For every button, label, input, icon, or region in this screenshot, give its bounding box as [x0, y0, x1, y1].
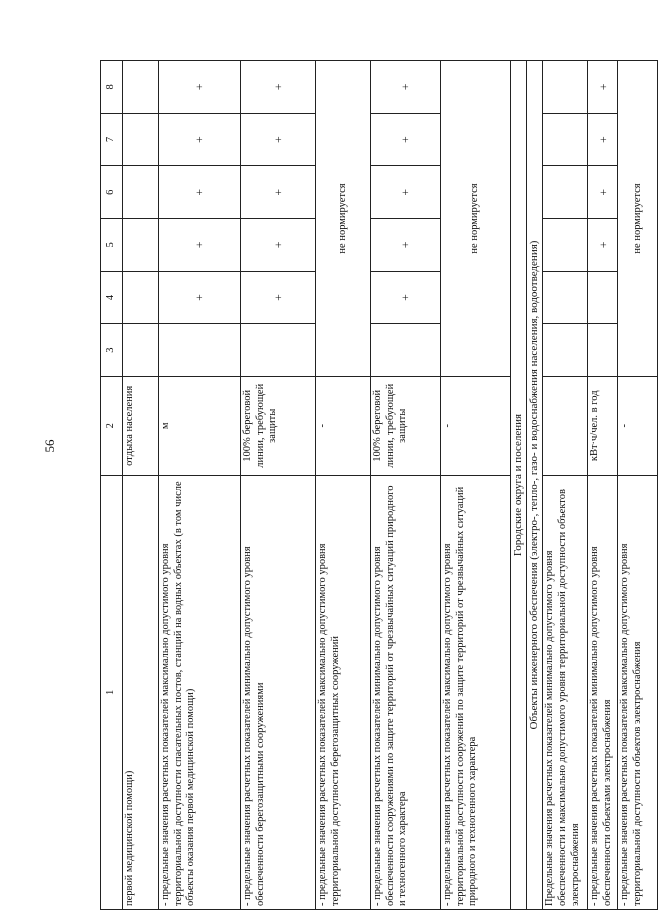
row-unit: 100% береговой линии, требующей защиты	[371, 376, 441, 475]
row-mark: +	[241, 166, 316, 219]
section-row	[527, 61, 543, 910]
row-unit: кВт·ч/чел. в год	[588, 376, 618, 475]
row-unit	[543, 376, 588, 475]
section-row	[511, 61, 527, 910]
page-number: 56	[42, 439, 57, 453]
rotated-table-container	[100, 60, 643, 910]
row-mark	[123, 113, 159, 166]
row-mark	[123, 166, 159, 219]
row-merged-note: не нормируется	[316, 61, 371, 377]
row-mark: +	[241, 113, 316, 166]
row-mark: +	[159, 271, 241, 324]
row-mark	[543, 271, 588, 324]
row-description: Предельные значения расчетных показателей минимально допустимого уровня обеспеченности и максимально допустимого уровня территориальной доступности объектов электроснабжения	[543, 475, 588, 909]
table-row	[316, 61, 371, 910]
row-mark: +	[371, 166, 441, 219]
row-description: - предельные значения расчетных показателей максимально допустимого уровня территориальной доступности сооружений по защите территорий от чрезвычайных ситуаций природного и техногенного характера	[441, 475, 511, 909]
norms-table	[100, 60, 658, 910]
row-mark	[543, 219, 588, 272]
row-mark: +	[588, 113, 618, 166]
row-mark	[543, 61, 588, 114]
header-row	[101, 61, 123, 910]
row-description: - предельные значения расчетных показателей максимально допустимого уровня территориальной доступности берегозащитных сооружений	[316, 475, 371, 909]
row-mark: +	[588, 166, 618, 219]
row-mark	[159, 324, 241, 377]
row-description: - предельные значения расчетных показателей минимально допустимого уровня обеспеченности берегозащитными сооружениями	[241, 475, 316, 909]
table-row	[441, 61, 511, 910]
row-description: - предельные значения расчетных показателей минимально допустимого уровня обеспеченности сооружениями по защите территорий от чрезвычайных ситуаций природного и техногенного характера	[371, 475, 441, 909]
row-mark: +	[588, 219, 618, 272]
col-header-5: 5	[101, 219, 123, 272]
col-header-7: 7	[101, 113, 123, 166]
row-mark	[123, 271, 159, 324]
row-mark: +	[371, 271, 441, 324]
row-mark	[123, 324, 159, 377]
row-merged-note: не нормируется	[441, 61, 511, 377]
section-heading: Городские округа и поселения	[511, 61, 527, 910]
row-merged-note: не нормируется	[618, 61, 658, 377]
row-mark	[588, 271, 618, 324]
row-description: - предельные значения расчетных показателей минимально допустимого уровня обеспеченности объектами электроснабжения	[588, 475, 618, 909]
row-mark: +	[241, 219, 316, 272]
table-row	[618, 61, 658, 910]
table-row	[123, 61, 159, 910]
row-mark	[543, 166, 588, 219]
section-heading: Объекты инженерного обеспечения (электро-, тепло-, газо- и водоснабжения населения, водоотведения)	[527, 61, 543, 910]
row-unit: -	[618, 376, 658, 475]
row-mark	[371, 324, 441, 377]
col-header-3: 3	[101, 324, 123, 377]
row-mark	[588, 324, 618, 377]
row-description: первой медицинской помощи)	[123, 475, 159, 909]
row-mark: +	[241, 61, 316, 114]
row-mark: +	[159, 113, 241, 166]
table-row	[543, 61, 588, 910]
row-mark: +	[159, 219, 241, 272]
row-mark: +	[371, 61, 441, 114]
row-mark	[543, 324, 588, 377]
row-description: - предельные значения расчетных показателей максимально допустимого уровня территориальной доступности объектов электроснабжения	[618, 475, 658, 909]
col-header-6: 6	[101, 166, 123, 219]
row-mark	[543, 113, 588, 166]
col-header-8: 8	[101, 61, 123, 114]
row-mark: +	[371, 219, 441, 272]
row-unit: отдыха населения	[123, 376, 159, 475]
row-unit: 100% береговой линии, требующей защиты	[241, 376, 316, 475]
row-description: - предельные значения расчетных показателей максимально допустимого уровня территориальной доступности спасательных постов, станций на водных объектах (в том числе объекты оказания первой медицинской помощи)	[159, 475, 241, 909]
row-mark	[241, 324, 316, 377]
row-mark: +	[371, 113, 441, 166]
row-mark: +	[159, 61, 241, 114]
row-unit: м	[159, 376, 241, 475]
row-mark	[123, 219, 159, 272]
table-row	[159, 61, 241, 910]
row-mark: +	[588, 61, 618, 114]
row-unit: -	[316, 376, 371, 475]
row-mark: +	[241, 271, 316, 324]
table-row	[241, 61, 316, 910]
table-row	[371, 61, 441, 910]
row-unit: -	[441, 376, 511, 475]
table-row	[588, 61, 618, 910]
row-mark	[123, 61, 159, 114]
col-header-1: 1	[101, 475, 123, 909]
col-header-4: 4	[101, 271, 123, 324]
col-header-2: 2	[101, 376, 123, 475]
row-mark: +	[159, 166, 241, 219]
